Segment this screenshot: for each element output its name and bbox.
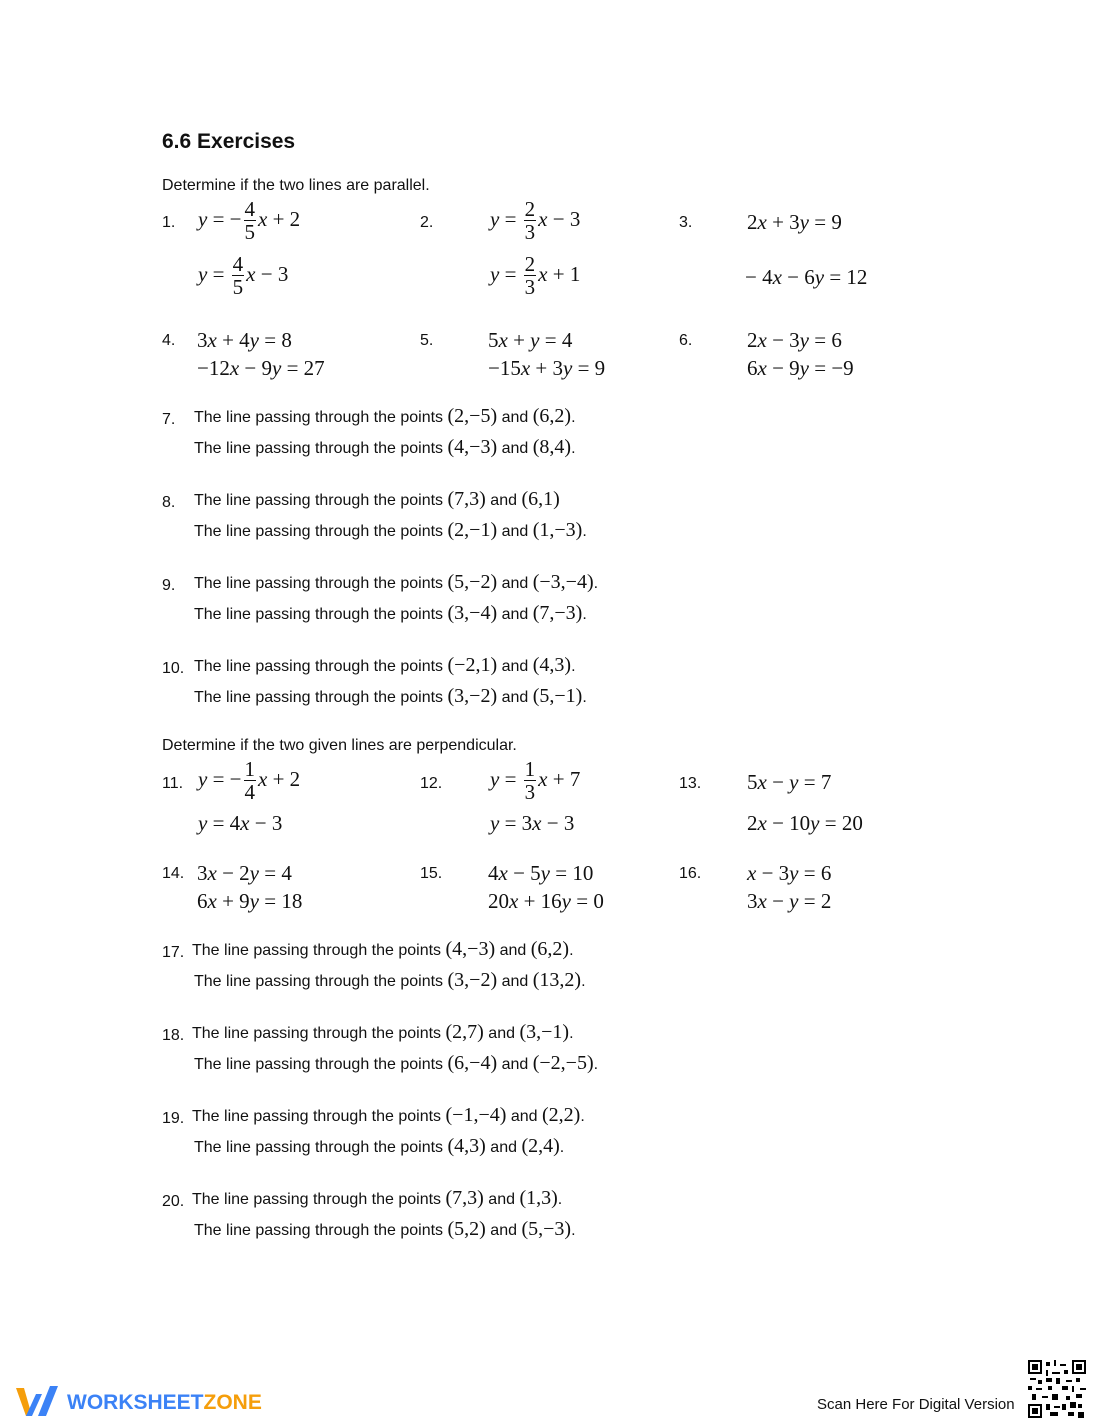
equation: 3x − y = 2 — [747, 889, 832, 913]
w-logo-icon — [14, 1382, 264, 1420]
problem-number: 19. — [162, 1110, 185, 1127]
and-text: and — [501, 523, 529, 540]
perpendicular-instruction: Determine if the two given lines are perpendicular. — [162, 737, 517, 754]
line-prefix: The line passing through the points — [192, 1191, 442, 1208]
point-line — [192, 1104, 585, 1127]
line-prefix: The line passing through the points — [194, 1139, 444, 1156]
point-line — [194, 1218, 576, 1241]
line-prefix: The line passing through the points — [194, 689, 444, 706]
point: (6,−4) — [447, 1052, 498, 1074]
period: . — [593, 1056, 599, 1073]
point-line — [192, 938, 574, 961]
problem-number: 2. — [420, 214, 434, 231]
equation: −12x − 9y = 27 — [197, 356, 325, 380]
and-text: and — [501, 575, 529, 592]
line-prefix: The line passing through the points — [194, 575, 444, 592]
equation: y = − $\frac{1}{4}$ x + 2 — [198, 757, 301, 804]
line-prefix: The line passing through the points — [194, 440, 444, 457]
period: . — [571, 409, 576, 426]
problem-number: 9. — [162, 577, 176, 594]
equation: 4x − 5y = 10 — [488, 861, 594, 885]
and-text: and — [488, 1191, 515, 1208]
point: (−2,1) — [447, 654, 498, 676]
line-prefix: The line passing through the points — [194, 492, 444, 509]
point-line — [194, 1052, 598, 1075]
point-line — [192, 1021, 574, 1044]
point: (−2,−5) — [532, 1052, 594, 1074]
problem-number: 6. — [679, 332, 693, 349]
equation: y = $\frac{1}{3}$ x + 7 — [490, 757, 581, 804]
point: (13,2) — [532, 969, 582, 991]
period: . — [580, 1108, 585, 1125]
point: (4,−3) — [445, 938, 496, 960]
equation: y = $\frac{2}{3}$ x + 1 — [490, 252, 581, 299]
parallel-instruction: Determine if the two lines are parallel. — [162, 177, 430, 194]
problem-number: 16. — [679, 865, 702, 882]
point: (1,3) — [519, 1187, 558, 1209]
line-prefix: The line passing through the points — [194, 606, 444, 623]
problem-number: 12. — [420, 775, 443, 792]
point: (3,−2) — [447, 685, 498, 707]
equation: x − 3y = 6 — [747, 861, 832, 885]
period: . — [581, 973, 586, 990]
point: (6,2) — [532, 405, 572, 427]
problem-number: 11. — [162, 775, 184, 792]
and-text: and — [501, 409, 529, 426]
point: (6,2) — [530, 938, 570, 960]
point: (2,4) — [521, 1135, 560, 1157]
point: (1,−3) — [532, 519, 583, 541]
point: (5,−3) — [521, 1218, 572, 1240]
point: (−1,−4) — [445, 1104, 507, 1126]
line-prefix: The line passing through the points — [194, 409, 444, 426]
period: . — [569, 1025, 574, 1042]
point-line — [194, 519, 587, 542]
problem-number: 13. — [679, 775, 702, 792]
problem-number: 8. — [162, 494, 176, 511]
equation: 6x − 9y = −9 — [747, 356, 854, 380]
line-prefix: The line passing through the points — [194, 1056, 444, 1073]
period: . — [557, 1191, 563, 1208]
period: . — [571, 658, 576, 675]
equation: y = 4x − 3 — [198, 811, 283, 835]
point-line — [192, 1187, 562, 1210]
scan-text: Scan Here For Digital Version — [817, 1396, 1015, 1413]
equation: y = $\frac{2}{3}$ x − 3 — [490, 197, 581, 244]
point: (4,3) — [447, 1135, 486, 1157]
problem-number: 4. — [162, 332, 176, 349]
period: . — [569, 942, 574, 959]
problem-number: 20. — [162, 1193, 185, 1210]
worksheetzone-logo — [14, 1382, 264, 1420]
point: (−3,−4) — [532, 571, 594, 593]
period: . — [571, 440, 576, 457]
point-line — [194, 1135, 564, 1158]
line-prefix: The line passing through the points — [194, 523, 444, 540]
brand-text: WORKSHEETZONE — [67, 1391, 262, 1414]
point-line — [194, 969, 586, 992]
point-line — [194, 654, 576, 677]
point: (7,3) — [445, 1187, 484, 1209]
page-title: 6.6 Exercises — [162, 130, 296, 153]
point: (5,−2) — [447, 571, 498, 593]
and-text: and — [499, 942, 527, 959]
and-text: and — [488, 1025, 515, 1042]
and-text: and — [501, 606, 529, 623]
period: . — [582, 689, 587, 706]
problem-number: 1. — [162, 214, 176, 231]
equation: 2x − 3y = 6 — [747, 328, 842, 352]
line-prefix: The line passing through the points — [192, 1108, 442, 1125]
point: (3,−2) — [447, 969, 498, 991]
point: (2,7) — [445, 1021, 484, 1043]
line-prefix: The line passing through the points — [192, 1025, 442, 1042]
line-prefix: The line passing through the points — [194, 658, 444, 675]
equation: 2x − 10y = 20 — [747, 811, 863, 835]
problem-number: 3. — [679, 214, 693, 231]
and-text: and — [501, 973, 529, 990]
equation: 5x + y = 4 — [488, 328, 573, 352]
point: (3,−4) — [447, 602, 498, 624]
and-text: and — [501, 689, 529, 706]
equation: 3x − 2y = 4 — [197, 861, 292, 885]
and-text: and — [490, 492, 517, 509]
equation: 6x + 9y = 18 — [197, 889, 303, 913]
equation: y = $\frac{4}{5}$ x − 3 — [198, 252, 289, 299]
period: . — [571, 1222, 576, 1239]
equation: 5x − y = 7 — [747, 770, 832, 794]
and-text: and — [490, 1139, 517, 1156]
point: (7,3) — [447, 488, 486, 510]
point: (7,−3) — [532, 602, 583, 624]
point: (2,−1) — [447, 519, 498, 541]
problem-number: 15. — [420, 865, 443, 882]
point-line — [194, 405, 576, 428]
point: (5,2) — [447, 1218, 486, 1240]
line-prefix: The line passing through the points — [194, 973, 444, 990]
equation: − 4x − 6y = 12 — [745, 265, 868, 289]
point: (2,2) — [542, 1104, 581, 1126]
problem-number: 10. — [162, 660, 185, 677]
period: . — [593, 575, 599, 592]
point: (4,−3) — [447, 436, 498, 458]
and-text: and — [501, 658, 529, 675]
problem-number: 14. — [162, 865, 185, 882]
period: . — [582, 523, 587, 540]
equation: 3x + 4y = 8 — [197, 328, 292, 352]
and-text: and — [501, 440, 529, 457]
equation: 2x + 3y = 9 — [747, 210, 842, 234]
problem-number: 5. — [420, 332, 434, 349]
problem-number: 17. — [162, 944, 185, 961]
equation: y = 3x − 3 — [490, 811, 575, 835]
point: (5,−1) — [532, 685, 583, 707]
point: (8,4) — [532, 436, 572, 458]
and-text: and — [490, 1222, 517, 1239]
point-line — [194, 571, 598, 594]
equation: −15x + 3y = 9 — [488, 356, 606, 380]
qr-code-icon[interactable] — [1028, 1360, 1086, 1418]
line-prefix: The line passing through the points — [192, 942, 442, 959]
and-text: and — [510, 1108, 538, 1125]
point-line — [194, 685, 587, 708]
point-line — [194, 488, 560, 511]
point-line — [194, 436, 576, 459]
period: . — [559, 1139, 565, 1156]
point: (3,−1) — [519, 1021, 570, 1043]
equation: y = − $\frac{4}{5}$ x + 2 — [198, 197, 301, 244]
point-line — [194, 602, 587, 625]
period: . — [582, 606, 587, 623]
problem-number: 18. — [162, 1027, 185, 1044]
equation: 20x + 16y = 0 — [488, 889, 604, 913]
point: (4,3) — [532, 654, 572, 676]
problem-number: 7. — [162, 411, 176, 428]
point: (2,−5) — [447, 405, 498, 427]
line-prefix: The line passing through the points — [194, 1222, 444, 1239]
point: (6,1) — [521, 488, 560, 510]
and-text: and — [501, 1056, 529, 1073]
